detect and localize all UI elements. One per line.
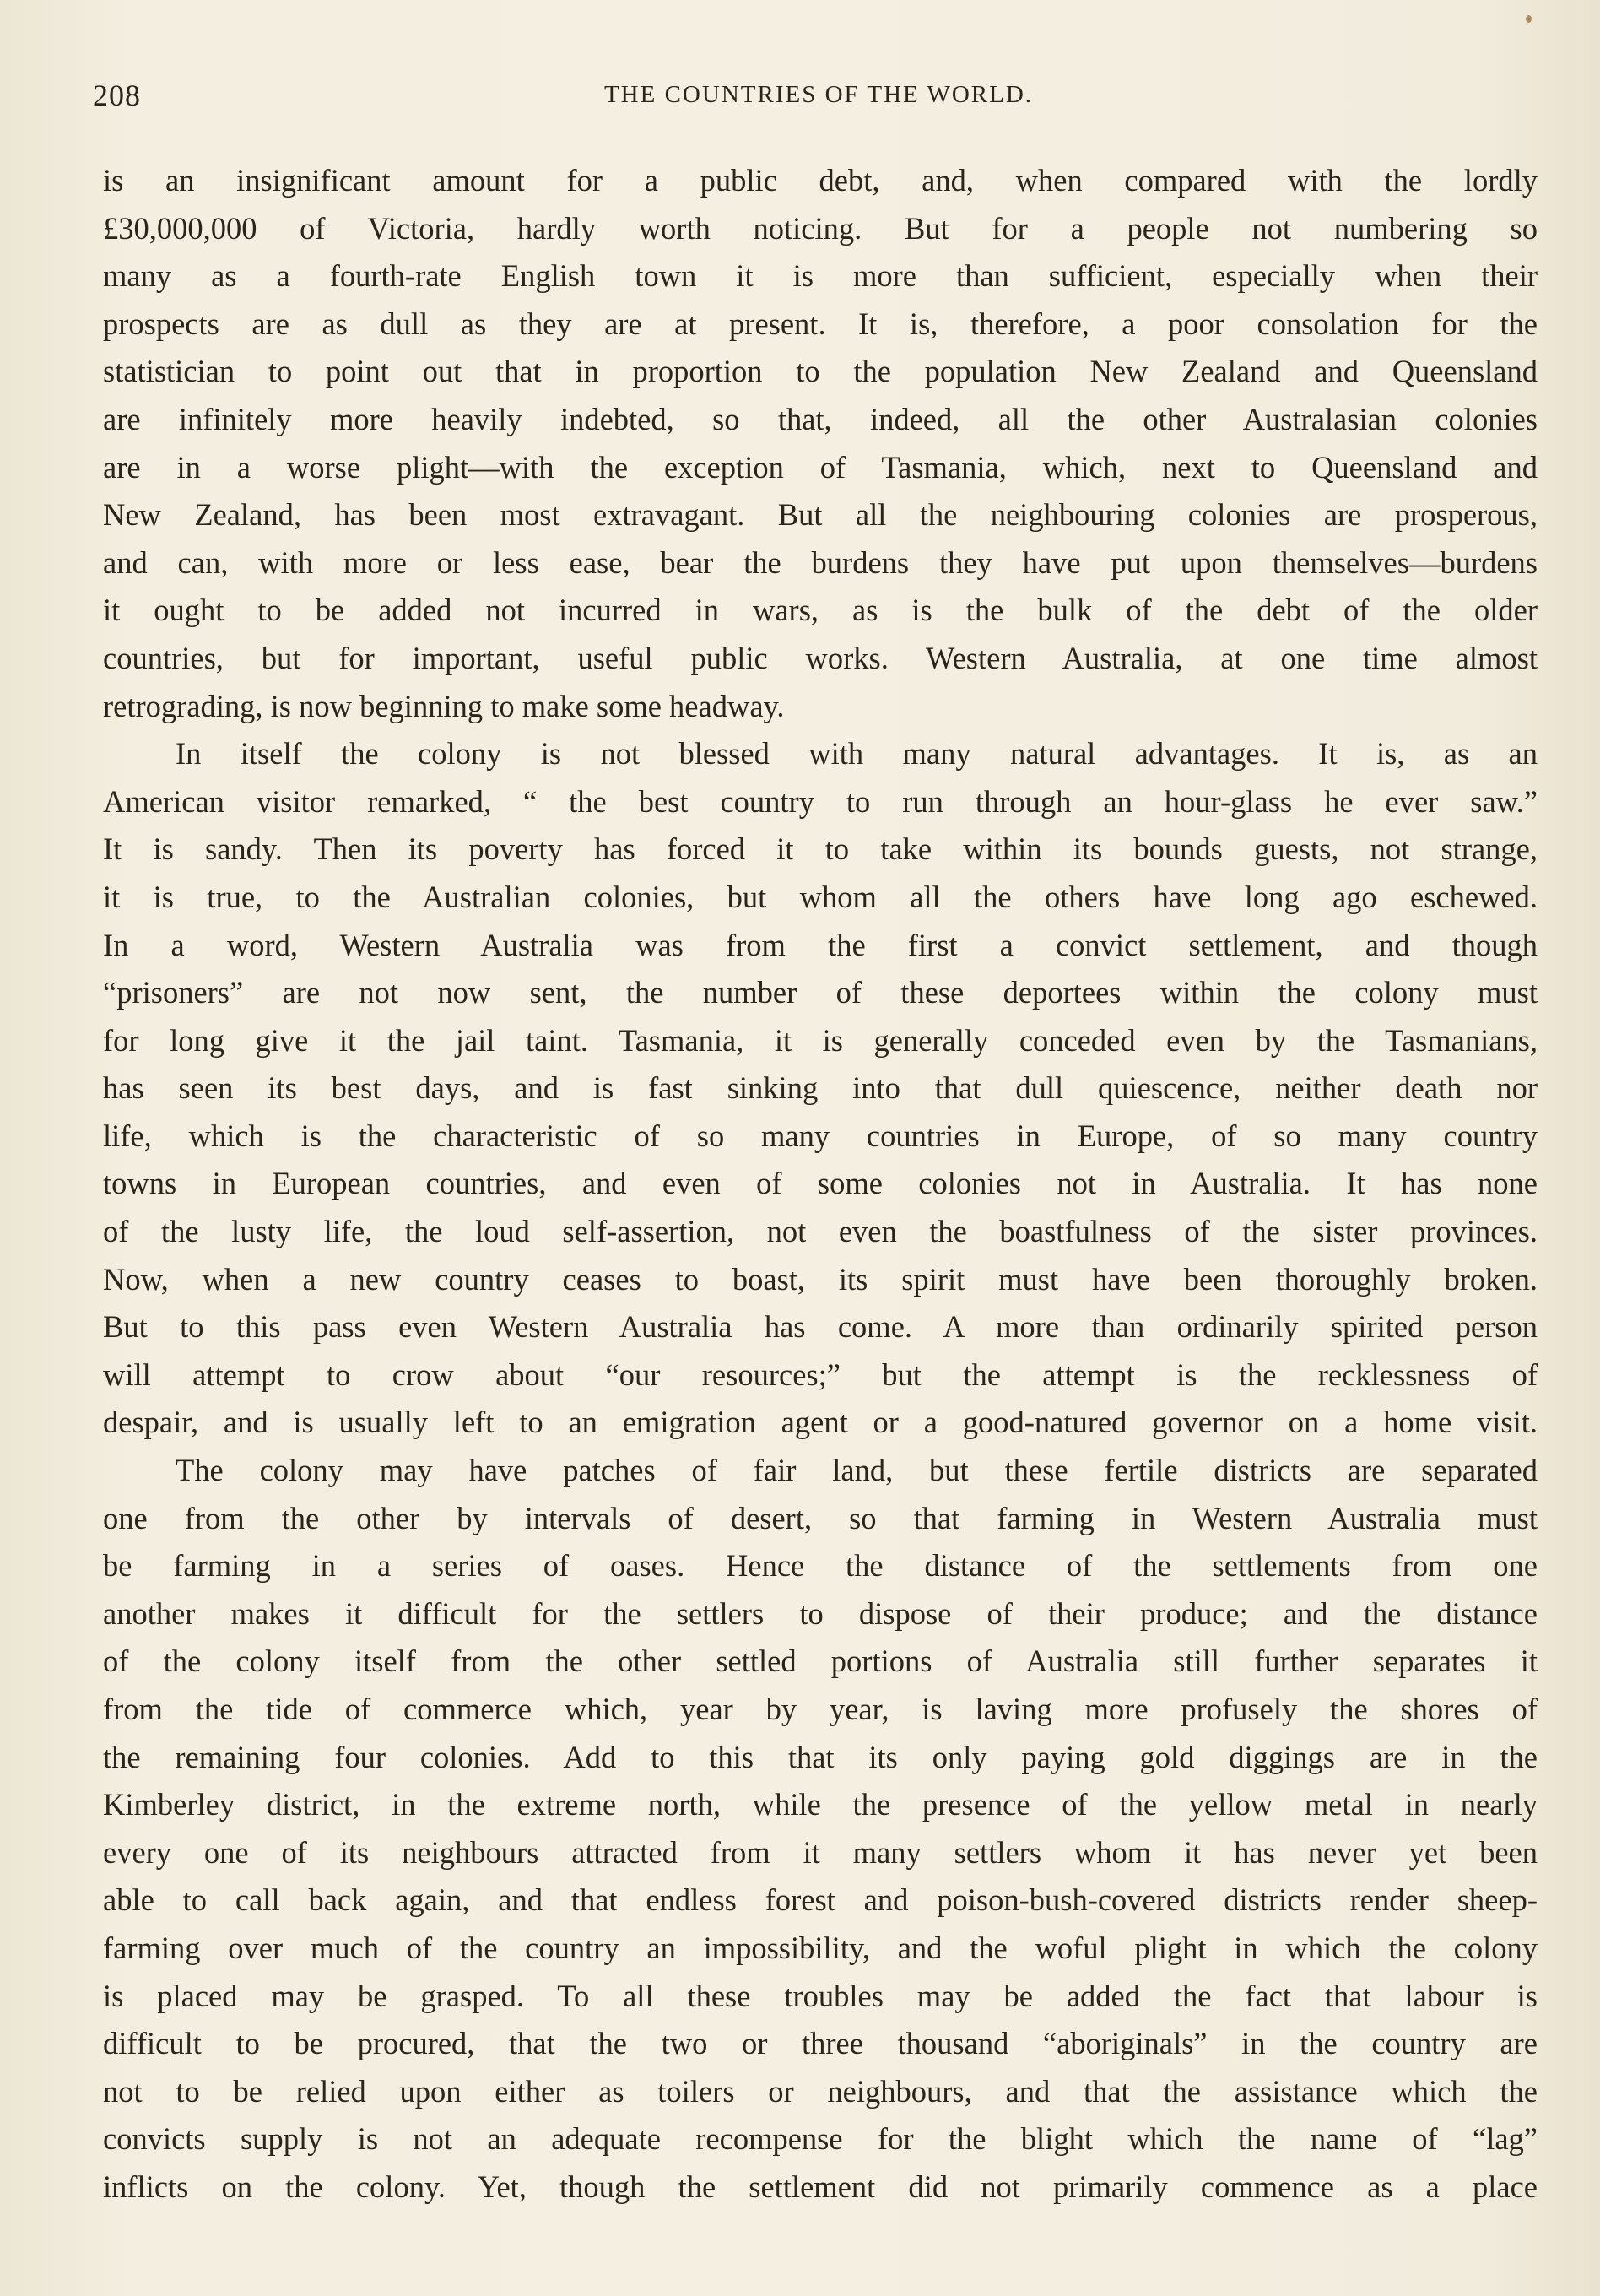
body-text (103, 157, 1538, 2212)
text-line: difficult to be procured, that the two or three thousand “aboriginals” in the country are (103, 2026, 1538, 2061)
text-line: of the colony itself from the other settled portions of Australia still further separates it (103, 1643, 1538, 1679)
text-line: towns in European countries, and even of some colonies not in Australia. It has none (103, 1166, 1538, 1201)
text-line: countries, but for important, useful public works. Western Australia, at one time almost (103, 640, 1538, 675)
text-line: another makes it difficult for the settlers to dispose of their produce; and the distance (103, 1595, 1538, 1631)
page-number: 208 (93, 79, 141, 112)
text-line: has seen its best days, and is fast sinking into that dull quiescence, neither death nor (103, 1070, 1538, 1106)
text-line: it is true, to the Australian colonies, but whom all the others have long ago eschewed. (103, 879, 1538, 914)
text-line: one from the other by intervals of desert, so that farming in Western Australia must (103, 1500, 1538, 1535)
text-line: the remaining four colonies. Add to this that its only paying gold diggings are in the (103, 1739, 1538, 1774)
text-line: every one of its neighbours attracted from it many settlers whom it has never yet been (103, 1834, 1538, 1870)
running-title: THE COUNTRIES OF THE WORLD. (603, 81, 1034, 108)
text-line: “prisoners” are not now sent, the number of these deportees within the colony must (103, 975, 1538, 1010)
text-line: many as a fourth-rate English town it is more than sufficient, especially when their (103, 258, 1538, 294)
text-line: In a word, Western Australia was from the first a convict settlement, and though (103, 927, 1538, 962)
text-line: despair, and is usually left to an emigration agent or a good-natured governor on a home visit. (103, 1405, 1538, 1440)
text-line: be farming in a series of oases. Hence the distance of the settlements from one (103, 1548, 1538, 1584)
text-line: convicts supply is not an adequate recompense for the blight which the name of “lag” (103, 2121, 1538, 2157)
text-line: able to call back again, and that endless forest and poison-bush-covered districts render sheep- (103, 1882, 1538, 1918)
text-line: Now, when a new country ceases to boast, its spirit must have been thoroughly broken. (103, 1261, 1538, 1297)
text-line: it ought to be added not incurred in wars, as is the bulk of the debt of the older (103, 593, 1538, 628)
text-line: not to be relied upon either as toilers or neighbours, and that the assistance which the (103, 2073, 1538, 2109)
page-header (93, 78, 1544, 120)
text-line: are infinitely more heavily indebted, so that, indeed, all the other Australasian colonies (103, 401, 1538, 436)
text-line: is an insignificant amount for a public debt, and, when compared with the lordly (103, 163, 1538, 198)
text-line: of the lusty life, the loud self-assertion, not even the boastfulness of the sister provinces. (103, 1214, 1538, 1249)
text-line: farming over much of the country an impossibility, and the woful plight in which the colony (103, 1930, 1538, 1965)
text-line: In itself the colony is not blessed with many natural advantages. It is, as an (176, 736, 1538, 772)
text-line: It is sandy. Then its poverty has forced it to take within its bounds guests, not strange, (103, 831, 1538, 867)
text-line: But to this pass even Western Australia has come. A more than ordinarily spirited person (103, 1309, 1538, 1345)
text-line: inflicts on the colony. Yet, though the settlement did not primarily commence as a place (103, 2169, 1538, 2204)
text-line: The colony may have patches of fair land, but these fertile districts are separated (176, 1453, 1538, 1488)
text-line: is placed may be grasped. To all these troubles may be added the fact that labour is (103, 1978, 1538, 2013)
text-line: and can, with more or less ease, bear the burdens they have put upon themselves—burdens (103, 544, 1538, 580)
text-line: American visitor remarked, “ the best country to run through an hour-glass he ever saw.” (103, 783, 1538, 819)
text-line: will attempt to crow about “our resources;” but the attempt is the recklessness of (103, 1356, 1538, 1392)
paper-speck (1526, 15, 1532, 23)
text-line: New Zealand, has been most extravagant. But all the neighbouring colonies are prosperous, (103, 497, 1538, 533)
text-line: life, which is the characteristic of so many countries in Europe, of so many country (103, 1118, 1538, 1153)
text-line: £30,000,000 of Victoria, hardly worth noticing. But for a people not numbering so (103, 210, 1538, 246)
text-line: retrograding, is now beginning to make some headway. (103, 688, 785, 723)
text-line: statistician to point out that in proportion to the population New Zealand and Queensland (103, 354, 1538, 389)
text-line: prospects are as dull as they are at present. It is, therefore, a poor consolation for the (103, 306, 1538, 341)
text-line: are in a worse plight—with the exception of Tasmania, which, next to Queensland and (103, 449, 1538, 485)
text-line: Kimberley district, in the extreme north, while the presence of the yellow metal in nearly (103, 1787, 1538, 1822)
text-line: from the tide of commerce which, year by year, is laving more profusely the shores of (103, 1692, 1538, 1726)
text-line: for long give it the jail taint. Tasmania, it is generally conceded even by the Tasmanians, (103, 1022, 1538, 1058)
